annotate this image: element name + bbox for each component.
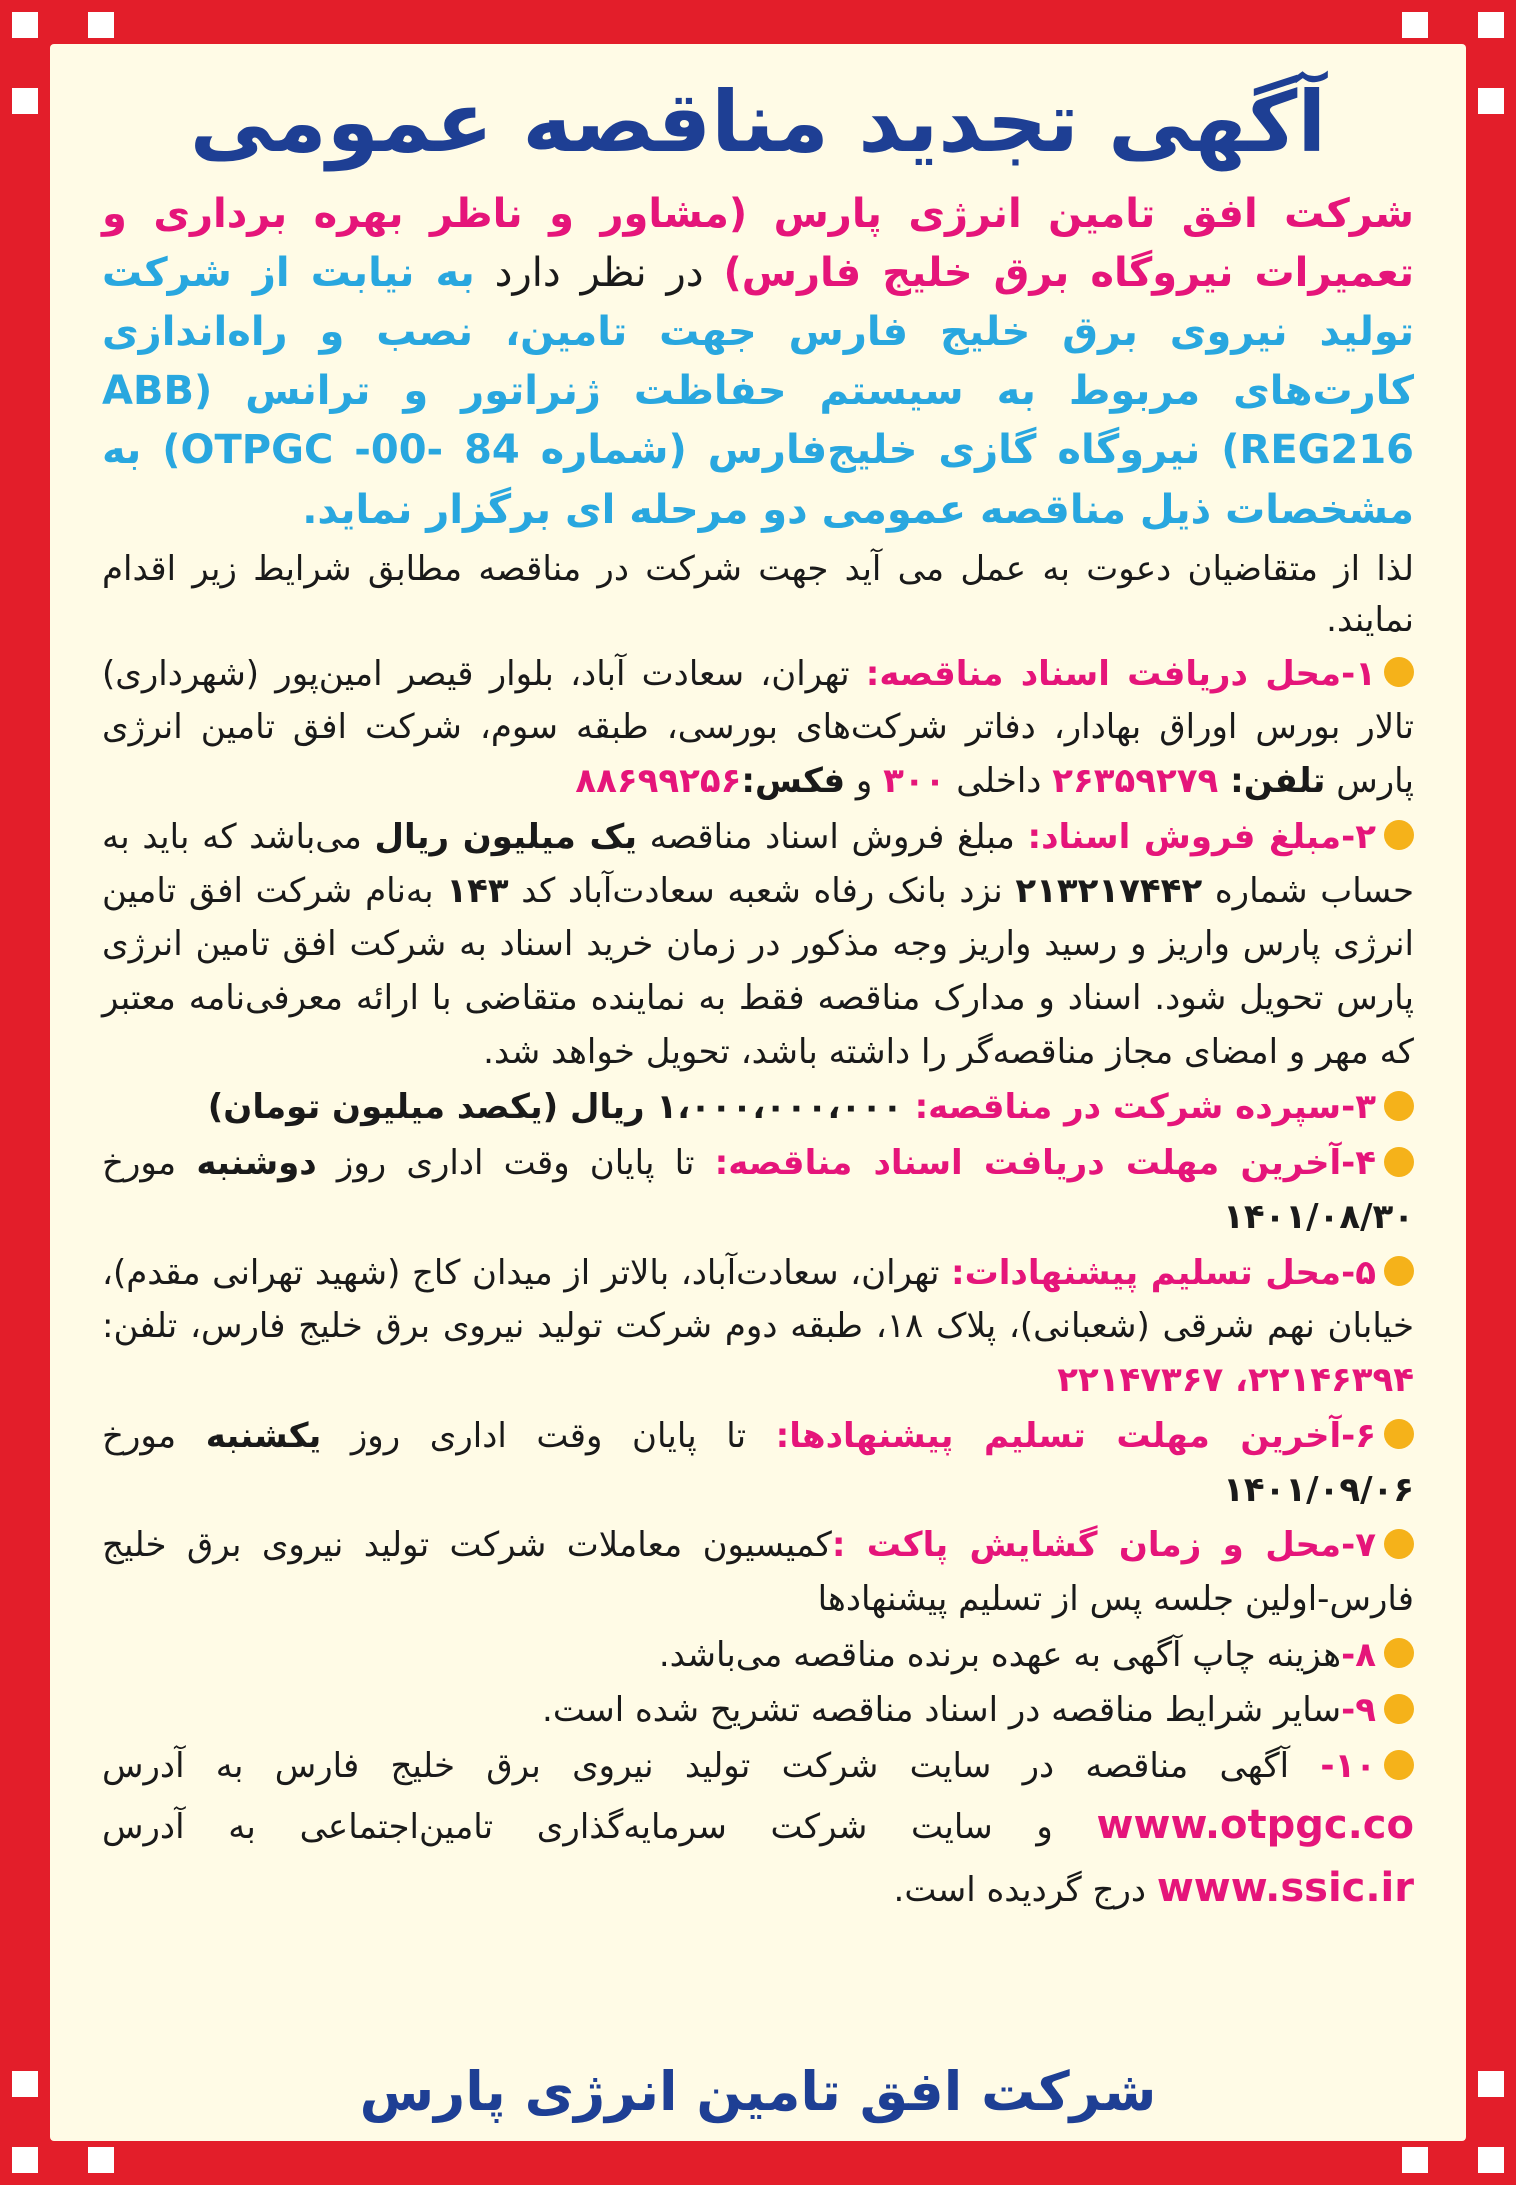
fax-number: ۸۸۶۹۹۲۵۶ (575, 761, 742, 802)
corner-decoration (1478, 88, 1504, 114)
document-price: یک میلیون ریال (374, 816, 638, 857)
item-number: ۸- (1341, 1634, 1376, 1675)
item-number: ۶- (1341, 1415, 1376, 1456)
corner-decoration (1402, 12, 1428, 38)
item-8 (102, 1629, 1414, 1683)
item-9 (102, 1684, 1414, 1738)
intro-behalf: به نیابت از شرکت تولید نیروی برق خلیج فارس جهت تامین، نصب و راه‌اندازی کارت‌های مربوط به سیستم حفاظت ژنراتور و ترانس (ABB REG216) نیروگاه گازی خلیج‌فارس (شماره OTPGC -00- 84) به مشخصات ذیل مناقصه عمومی (102, 249, 1414, 533)
item-text: تهران، سعادت‌آباد، بالاتر از میدان کاج (شهید تهرانی مقدم)، خیابان نهم شرقی (شعبانی)، پلاک ۱۸، طبقه دوم شرکت تولید نیروی برق خلیج فارس، تلفن: (102, 1252, 1414, 1347)
item-number: ۱- (1341, 653, 1376, 694)
corner-decoration (1478, 2147, 1504, 2173)
bullet-icon (1384, 657, 1414, 687)
item-text: می‌باشد که باید به حساب شماره (102, 816, 1414, 911)
corner-decoration (1478, 2071, 1504, 2097)
item-number: ۵- (1341, 1252, 1376, 1293)
corner-decoration (12, 12, 38, 38)
item-text: نزد بانک رفاه شعبه سعادت‌آباد کد (508, 870, 1016, 911)
item-number: ۳- (1341, 1087, 1376, 1128)
item-label: آخرین مهلت تسلیم پیشنهادها: (775, 1415, 1342, 1456)
deadline-day: دوشنبه (196, 1143, 317, 1184)
item-label: محل و زمان گشایش پاکت : (831, 1525, 1342, 1566)
item-text: سایر شرایط مناقصه در اسناد مناقصه تشریح شده است. (542, 1690, 1342, 1731)
bullet-icon (1384, 820, 1414, 850)
item-label: آخرین مهلت دریافت اسناد مناقصه: (714, 1143, 1342, 1184)
corner-decoration (88, 12, 114, 38)
bullet-icon (1384, 1419, 1414, 1449)
intro-company-role: شرکت افق تامین انرژی پارس (مشاور و ناظر بهره برداری و تعمیرات نیروگاه برق خلیج فارس) (102, 190, 1415, 296)
bullet-icon (1384, 1750, 1414, 1780)
bullet-icon (1384, 1694, 1414, 1724)
bullet-icon (1384, 1147, 1414, 1177)
and-text: و (845, 761, 884, 802)
bullet-icon (1384, 1529, 1414, 1559)
corner-decoration (1478, 12, 1504, 38)
submission-day: یکشنبه (205, 1415, 322, 1456)
item-number: ۱۰- (1320, 1746, 1376, 1787)
item-text: درج گردیده است. (893, 1870, 1157, 1910)
item-4 (102, 1137, 1414, 1244)
item-text: تا پایان وقت اداری روز (316, 1143, 715, 1184)
intro-paragraph (102, 185, 1414, 540)
date-label: مورخ (102, 1143, 197, 1184)
item-text: تهران، سعادت آباد، بلوار قیصر امین‌پور (شهرداری) تالار بورس اوراق بهادار، دفاتر شرکت‌های بورسی، طبقه سوم، شرکت افق تامین انرژی پارس (102, 653, 1414, 802)
phone-number: ۲۶۳۵۹۲۷۹ (1052, 761, 1219, 802)
corner-decoration (88, 2147, 114, 2173)
item-number: ۷- (1341, 1525, 1376, 1566)
corner-decoration (12, 2071, 38, 2097)
date-label: مورخ (102, 1415, 206, 1456)
item-label: مبلغ فروش اسناد: (1027, 816, 1342, 857)
fax-label: فکس: (741, 761, 846, 802)
item-10 (102, 1740, 1414, 1920)
item-3 (102, 1081, 1414, 1135)
corner-decoration (12, 88, 38, 114)
intro-middle: در نظر دارد (474, 249, 724, 296)
item-label: محل تسلیم پیشنهادات: (951, 1252, 1342, 1293)
bullet-icon (1384, 1091, 1414, 1121)
item-text: کمیسیون معاملات شرکت تولید نیروی برق خلیج فارس-اولین جلسه پس از تسلیم پیشنهادها (102, 1525, 1414, 1619)
item-label: سپرده شرکت در مناقصه: (914, 1087, 1342, 1128)
item-label: محل دریافت اسناد مناقصه: (865, 653, 1342, 694)
deposit-amount: ۱،۰۰۰،۰۰۰،۰۰۰ ریال (یکصد میلیون تومان) (207, 1087, 915, 1128)
invite-line: لذا از متقاضیان دعوت به عمل می آید جهت شرکت در مناقصه مطابق شرایط زیر اقدام نمایند. (102, 548, 1414, 640)
ext-number: ۳۰۰ (883, 761, 946, 802)
item-text: تا پایان وقت اداری روز (321, 1415, 776, 1456)
ext-label: داخلی (945, 761, 1053, 802)
notice-panel (50, 44, 1466, 2141)
corner-decoration (1402, 2147, 1428, 2173)
item-text: هزینه چاپ آگهی به عهده برنده مناقصه می‌باشد. (658, 1634, 1342, 1675)
submission-date: ۱۴۰۱/۰۹/۰۶ (1223, 1469, 1414, 1510)
item-text: و سایت شرکت سرمایه‌گذاری تامین‌اجتماعی به آدرس (102, 1806, 1097, 1847)
phone-label: تلفن: (1218, 761, 1326, 802)
item-text: آگهی مناقصه در سایت شرکت تولید نیروی برق خلیج فارس به آدرس (102, 1746, 1321, 1787)
item-5 (102, 1247, 1414, 1408)
ssic-link[interactable]: www.ssic.ir (1156, 1865, 1414, 1911)
item-text: به‌نام شرکت افق تامین انرژی پارس واریز و رسید واریز وجه مذکور در زمان خرید اسناد به شرکت افق تامین انرژی پارس تحویل شود. اسناد و مدارک مناقصه فقط به نماینده متقاضی با ارائه معرفی‌نامه معتبر که مهر و امضای مجاز مناقصه‌گر را داشته باشد، تحویل خواهد شد. (102, 870, 1414, 1072)
deadline-date: ۱۴۰۱/۰۸/۳۰ (1223, 1196, 1414, 1237)
otpgc-link[interactable]: www.otpgc.co (1096, 1801, 1414, 1848)
notice-title: آگهی تجدید مناقصه عمومی (189, 73, 1327, 171)
item-number: ۹- (1341, 1690, 1376, 1731)
item-6 (102, 1410, 1414, 1517)
corner-decoration (12, 2147, 38, 2173)
item-text: مبلغ فروش اسناد مناقصه (637, 816, 1028, 857)
item-2 (102, 811, 1414, 1080)
item-number: ۴- (1341, 1143, 1377, 1184)
item-1 (102, 648, 1414, 809)
intro-stage: دو مرحله ای برگزار نماید. (302, 486, 822, 533)
item-number: ۲- (1341, 816, 1376, 857)
account-number: ۲۱۳۲۱۷۴۴۲ (1015, 870, 1203, 911)
bullet-icon (1384, 1638, 1414, 1668)
submission-phones: ۲۲۱۴۶۳۹۴، ۲۲۱۴۷۳۶۷ (1057, 1360, 1414, 1401)
branch-code: ۱۴۳ (446, 870, 509, 911)
bullet-icon (1384, 1256, 1414, 1286)
item-7 (102, 1519, 1414, 1626)
signature: شرکت افق تامین انرژی پارس (359, 2060, 1157, 2123)
